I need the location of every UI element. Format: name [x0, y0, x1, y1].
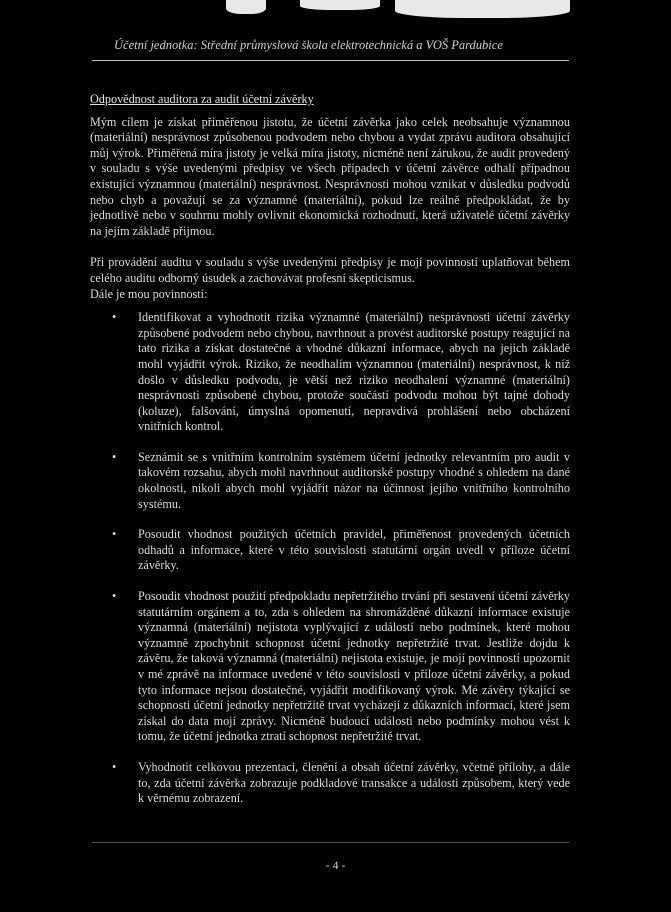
bullet-icon: • — [112, 527, 117, 542]
duties-intro: Dále je mou povinností: — [90, 286, 208, 301]
bullet-icon: • — [112, 589, 117, 604]
scan-artifact-top-mid — [300, 0, 380, 10]
list-item — [90, 589, 570, 745]
list-item — [90, 310, 570, 435]
paragraph-skepticism: Při provádění auditu v souladu s výše uvedenými předpisy je mojí povinností uplatňovat během celého auditu odborný úsudek a zachovávat profesní skepticismus. — [90, 255, 570, 285]
list-item-text: Posoudit vhodnost použitých účetních pravidel, přiměřenost provedených účetních odhadů a informace, které v této souvislosti statutární orgán uvedl v příloze účetní závěrky. — [138, 527, 570, 573]
page-number: - 4 - — [325, 858, 346, 872]
list-item-text: Posoudit vhodnost použití předpokladu nepřetržitého trvání při sestavení účetní závěrky statutárním orgánem a to, zda s ohledem na shromážděné důkazní informace existuje významná (materiální) nejistota vyplývající z událostí nebo podmínek, které mohou významně zpochybnit schopnost účetní jednotky nepřetržitě trvat. Jestliže dojdu k závěru, že taková významná (materiální) nejistota existuje, je mojí povinností upozornit v mé zprávě na informace uvedené v této souvislosti v příloze účetní závěrky, a pokud tyto informace nejsou dostatečné, vyjádřit modifikovaný výrok. Mé závěry týkající se schopnosti účetní jednotky nepřetržitě trvat vycházejí z důkazních informací, které jsem získal do data mojí zprávy. Nicméně budoucí události nebo podmínky mohou vést k tomu, že účetní jednotka ztratí schopnost nepřetržitě trvat. — [138, 589, 570, 744]
scan-artifact-top-left — [226, 0, 266, 14]
list-item-text: Identifikovat a vyhodnotit rizika významné (materiální) nesprávnosti účetní závěrky způsobené podvodem nebo chybou, navrhnout a provést auditorské postupy reagující na tato rizika a získat dostatečné a vhodné důkazní informace, abych na jejich základě mohl vyjádřit výrok. Riziko, že neodhalím významnou (materiální) nesprávnost, k níž došlo v důsledku podvodu, je větší než riziko neodhalení významné (materiální) nesprávnosti způsobené chybou, protože součástí podvodu mohou být tajné dohody (koluze), falšování, úmyslná opomenutí, nepravdivá prohlášení nebo obcházení vnitřních kontrol. — [138, 310, 570, 434]
document-header: Účetní jednotka: Střední průmyslová škola elektrotechnická a VOŠ Pardubice — [114, 38, 503, 52]
list-item — [90, 450, 570, 512]
scan-artifact-top-right — [395, 0, 570, 18]
footer-divider — [92, 842, 569, 843]
list-item — [90, 760, 570, 807]
bullet-icon: • — [112, 449, 117, 464]
bullet-icon: • — [112, 310, 117, 325]
document-body — [90, 92, 570, 822]
paragraph-objective: Mým cílem je získat přiměřenou jistotu, že účetní závěrka jako celek neobsahuje významnou (materiální) nesprávnost způsobenou podvodem nebo chybou a vydat zprávu auditora obsahující můj výrok. Přiměřená míra jistoty je velká míra jistoty, nicméně není zárukou, že audit provedený v souladu s výše uvedenými předpisy ve všech případech v účetní závěrce odhalí případnou existující významnou (materiální) nesprávnost. Nesprávnosti mohou vznikat v důsledku podvodů nebo chyb a považují se za významné (materiální), pokud lze reálně předpokládat, že by jednotlivě nebo v souhrnu mohly ovlivnit ekonomická rozhodnutí, která uživatelé účetní závěrky na jejím základě přijmou. — [90, 114, 570, 238]
section-title: Odpovědnost auditora za audit účetní závěrky — [90, 92, 314, 106]
bullet-icon: • — [112, 759, 117, 774]
duties-list — [90, 310, 570, 807]
list-item-text: Vyhodnotit celkovou prezentaci, členění a obsah účetní závěrky, včetně přílohy, a dále to, zda účetní závěrka zobrazuje podkladové transakce a události způsobem, který vede k věrnému zobrazení. — [138, 759, 570, 806]
header-divider — [92, 60, 569, 61]
list-item — [90, 527, 570, 574]
list-item-text: Seznámit se s vnitřním kontrolním systémem účetní jednotky relevantním pro audit v takovém rozsahu, abych mohl navrhnout auditorské postupy vhodné s ohledem na dané okolnosti, nikoli abych mohl vyjádřit názor na účinnost jejího vnitřního kontrolního systému. — [138, 449, 570, 511]
